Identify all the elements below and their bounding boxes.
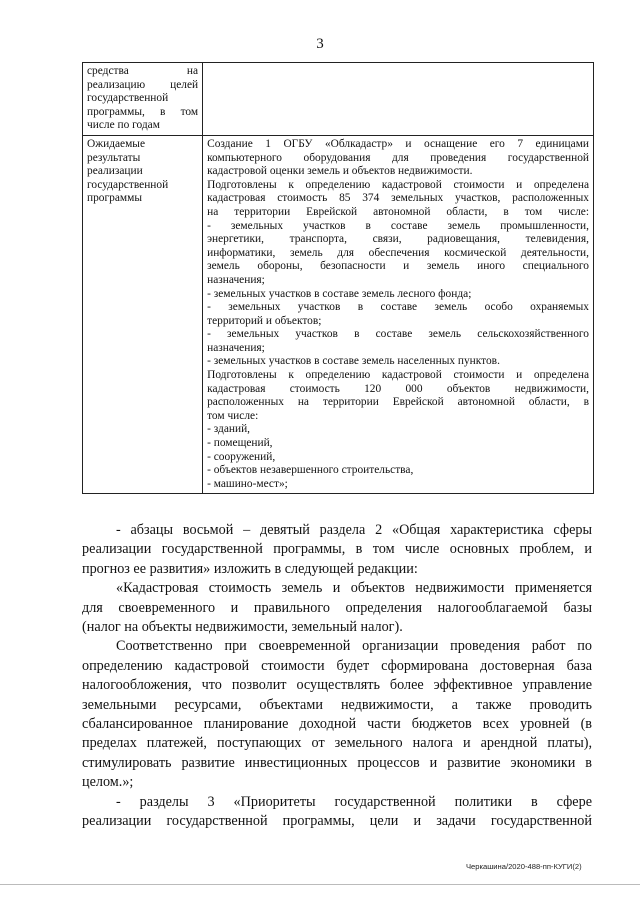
table-cell-line: назначения; (207, 341, 265, 354)
program-passport-table (82, 62, 594, 494)
table-cell-line: Подготовлены к определению кадастровой стоимости и определена (207, 178, 589, 191)
amendment-text (82, 521, 592, 832)
table-cell-line: программы, в том (87, 105, 199, 118)
table-cell-line: - земельных участков в составе земель населенных пунктов. (207, 355, 500, 368)
table-cell-funding-label (83, 63, 203, 136)
body-line: реализации государственной программы, в том числе основных проблем, и (82, 541, 592, 558)
body-line: прогноз ее развития» изложить в следующей редакции: (82, 560, 418, 577)
body-line: налогообложения, что позволит осуществлять более эффективное управление (82, 677, 592, 694)
body-line: целом.»; (82, 774, 134, 791)
table-cell-line: информатики, земель для обеспечения космической деятельности, (207, 246, 589, 259)
table-cell-line: числе по годам (87, 119, 160, 132)
body-line: Соответственно при своевременной организации проведения работ по (116, 638, 592, 655)
body-line: для своевременного и правильного определения налогооблагаемой базы (82, 599, 592, 616)
body-line: - абзацы восьмой – девятый раздела 2 «Общая характеристика сферы (116, 522, 592, 538)
table-cell-line: земель обороны, безопасности и земель иного специального (207, 260, 589, 273)
table-cell-line: - земельных участков в составе земель особо охраняемых (207, 301, 589, 314)
table-cell-line: энергетики, транспорта, связи, радиовещания, телевидения, (207, 233, 589, 246)
table-cell-line: - земельных участков в составе земель лесного фонда; (207, 287, 472, 300)
body-line: сбалансированное планирование доходной части бюджетов всех уровней (в (82, 716, 592, 733)
body-paragraph (82, 793, 592, 832)
body-line: «Кадастровая стоимость земель и объектов недвижимости применяется (116, 580, 592, 597)
table-cell-line: на территории Еврейской автономной области, в том числе: (207, 205, 589, 218)
page-number: 3 (316, 36, 324, 52)
table-cell-line: реализации (87, 165, 143, 178)
table-cell-line: территорий и объектов; (207, 314, 322, 327)
table-cell-results-label (83, 135, 203, 493)
table-cell-line: компьютерного оборудования для проведения государственной (207, 151, 589, 164)
body-paragraph (82, 637, 592, 792)
body-line: земельными ресурсами, объектами недвижимости, а также проводить (82, 696, 592, 713)
table-cell-line: кадастровой оценки земель и объектов недвижимости. (207, 165, 473, 178)
table-cell-line: - земельных участков в составе земель сельскохозяйственного (207, 328, 589, 341)
table-cell-funding-value (203, 63, 594, 136)
body-paragraph (82, 521, 592, 579)
table-cell-line: программы (87, 192, 142, 205)
table-cell-line: - машино-мест»; (207, 477, 288, 490)
table-cell-line: том числе: (207, 409, 259, 422)
table-cell-line: - сооружений, (207, 450, 276, 463)
table-cell-line: государственной (87, 178, 169, 191)
body-line: определению кадастровой стоимости будет сформирована достоверная база (82, 657, 592, 674)
table-cell-line: - помещений, (207, 437, 273, 450)
table-row (83, 135, 594, 493)
table-cell-line: - объектов незавершенного строительства, (207, 464, 414, 477)
body-line: реализации государственной программы, цели и задачи государственной (82, 813, 592, 830)
table-cell-line: государственной (87, 92, 169, 105)
footer-divider (0, 884, 640, 885)
table-cell-line: результаты (87, 151, 141, 164)
table-cell-line: кадастровая стоимость 85 374 земельных участков, расположенных (207, 192, 589, 205)
body-line: (налог на объекты недвижимости, земельный налог). (82, 619, 403, 636)
table-cell-line: средства на (87, 65, 199, 77)
table-cell-line: кадастровая стоимость 120 000 объектов недвижимости, (207, 382, 589, 395)
body-paragraph (82, 579, 592, 637)
table-cell-line: Создание 1 ОГБУ «Облкадастр» и оснащение его 7 единицами (207, 137, 589, 150)
table-cell-results-value (203, 135, 594, 493)
table-cell-line: - земельных участков в составе земель промышленности, (207, 219, 589, 232)
document-code: Черкашина/2020-488-пп-КУГИ(2) (466, 862, 582, 871)
table-cell-line: назначения; (207, 273, 265, 286)
body-line: стимулировать развитие инвестиционных процессов и развитие экономики в (82, 754, 592, 771)
table-cell-line: Ожидаемые (87, 137, 146, 150)
table-cell-line: - зданий, (207, 423, 251, 436)
table-row (83, 63, 594, 136)
body-line: пределах платежей, поступающих от земельного налога и арендной платы), (82, 735, 592, 752)
table-cell-line: Подготовлены к определению кадастровой стоимости и определена (207, 369, 589, 382)
table-cell-line: расположенных на территории Еврейской автономной области, в (207, 396, 589, 409)
body-line: - разделы 3 «Приоритеты государственной политики в сфере (116, 793, 592, 810)
table-cell-line: реализацию целей (87, 78, 199, 91)
